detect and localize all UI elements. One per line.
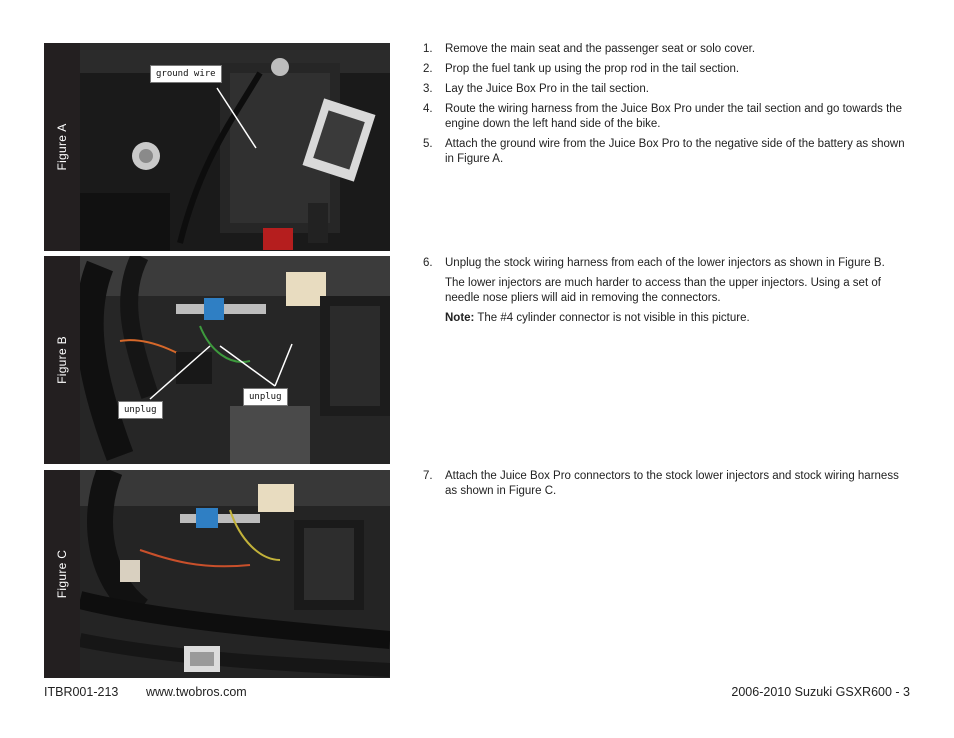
figure-c — [44, 470, 390, 678]
list-item — [420, 82, 910, 97]
ground-wire-callout: ground wire — [150, 65, 222, 83]
step-text: Prop the fuel tank up using the prop rod in the tail section. — [445, 63, 740, 75]
footer-page-label: 2006-2010 Suzuki GSXR600 - 3 — [731, 685, 910, 699]
figure-a-label: Figure A — [55, 123, 69, 171]
list-item — [420, 469, 910, 499]
steps-group-a — [420, 42, 910, 172]
list-item — [420, 42, 910, 57]
unplug-callout-right: unplug — [243, 388, 288, 406]
figure-b-photo — [80, 256, 390, 464]
step-text: Remove the main seat and the passenger seat or solo cover. — [445, 43, 756, 55]
list-item — [420, 256, 910, 326]
step-number: 3. — [423, 83, 433, 95]
figure-b — [44, 256, 390, 464]
step-text: Attach the ground wire from the Juice Box Pro to the negative side of the battery as shown in Figure A. — [445, 138, 905, 165]
step-number: 4. — [423, 103, 433, 115]
step-number: 1. — [423, 43, 433, 55]
figure-c-image — [80, 470, 390, 678]
step-number: 6. — [423, 257, 433, 269]
figure-b-label: Figure B — [55, 336, 69, 384]
step-text: Unplug the stock wiring harness from each of the lower injectors as shown in Figure B. — [445, 257, 885, 269]
steps-group-c — [420, 469, 910, 504]
step-detail: The lower injectors are much harder to access than the upper injectors. Using a set of needle nose pliers will aid in removing the connectors. — [445, 277, 881, 304]
note-text: The #4 cylinder connector is not visible in this picture. — [474, 312, 750, 324]
figure-c-label: Figure C — [55, 549, 69, 599]
step-number: 2. — [423, 63, 433, 75]
steps-group-b — [420, 256, 910, 331]
step-text: Lay the Juice Box Pro in the tail section. — [445, 83, 649, 95]
figure-a — [44, 43, 390, 251]
step-text: Route the wiring harness from the Juice Box Pro under the tail section and go towards the engine down the left hand side of the bike. — [445, 103, 903, 130]
figure-a-tab — [44, 43, 80, 251]
step-text: Attach the Juice Box Pro connectors to the stock lower injectors and stock wiring harness as shown in Figure C. — [445, 470, 899, 497]
list-item — [420, 62, 910, 77]
figure-a-photo — [80, 43, 390, 251]
footer-website-link[interactable]: www.twobros.com — [146, 685, 247, 699]
figure-b-image — [80, 256, 390, 464]
figure-b-tab — [44, 256, 80, 464]
footer-doc-number: ITBR001-213 — [44, 685, 119, 699]
list-item — [420, 137, 910, 167]
step-number: 7. — [423, 470, 433, 482]
step-note — [445, 311, 910, 326]
note-label: Note: — [445, 312, 475, 324]
figure-c-photo — [80, 470, 390, 678]
figure-c-tab — [44, 470, 80, 678]
list-item — [420, 102, 910, 132]
figure-a-image — [80, 43, 390, 251]
unplug-callout-left: unplug — [118, 401, 163, 419]
step-number: 5. — [423, 138, 433, 150]
